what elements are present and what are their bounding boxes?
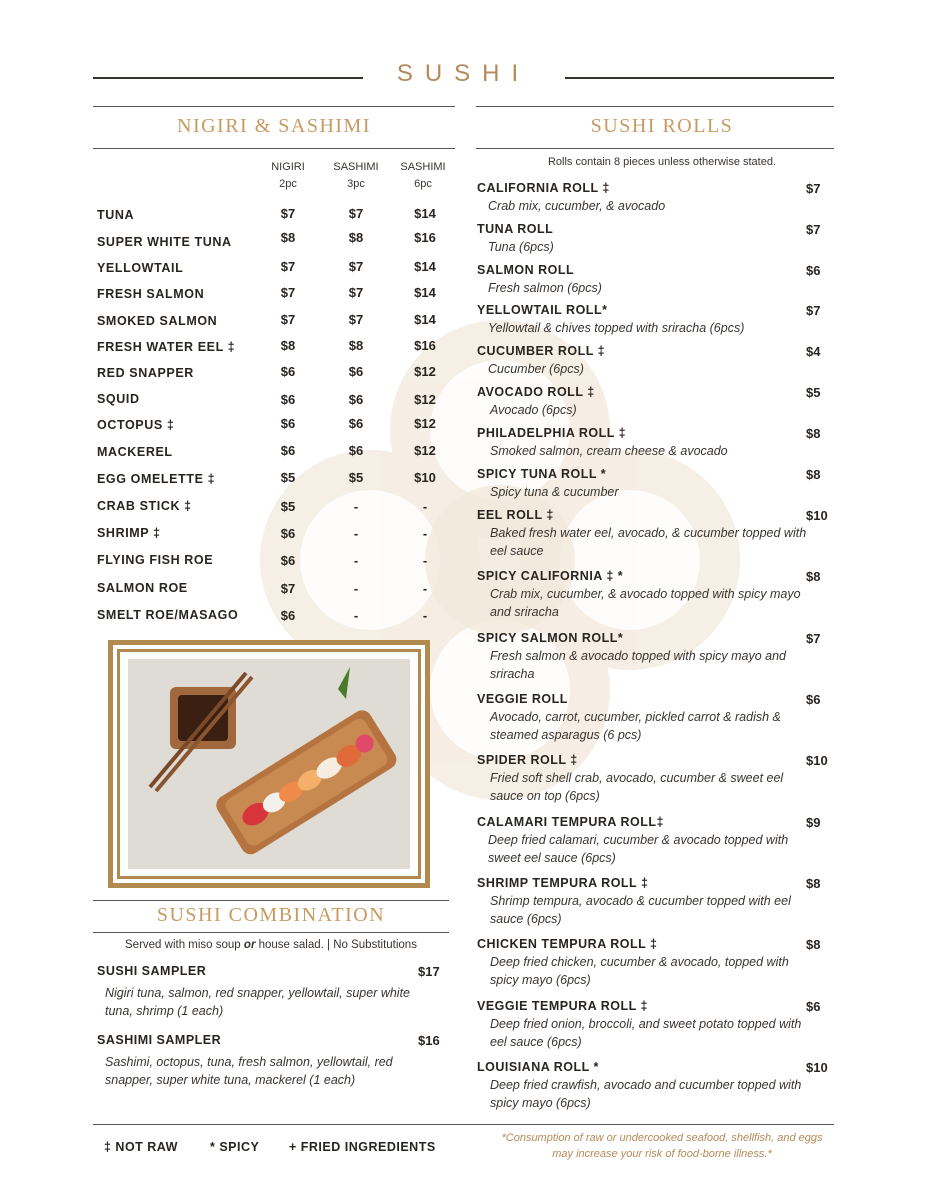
nigiri-item-price: - [353, 581, 359, 596]
nigiri-item-name: MACKEREL [97, 445, 173, 459]
nigiri-item-name: FRESH WATER EEL ‡ [97, 340, 236, 354]
nigiri-item-price: $6 [348, 392, 364, 407]
footer-rule [93, 1124, 834, 1125]
nigiri-item-price: $5 [280, 499, 296, 514]
nigiri-item-price: - [353, 499, 359, 514]
nigiri-item-price: $6 [280, 364, 296, 379]
nigiri-item-price: $6 [280, 553, 296, 568]
rolls-title: SUSHI ROLLS [590, 115, 734, 137]
food-safety-disclaimer: *Consumption of raw or undercooked seafood, shellfish, and eggs may increase your risk of food-borne illness.* [501, 1132, 823, 1160]
combo-rule-top [93, 900, 449, 901]
roll-item-desc: Shrimp tempura, avocado & cucumber topped with eel sauce (6pcs) [490, 894, 791, 926]
roll-item-name: SPICY TUNA ROLL * [477, 467, 607, 481]
nigiri-item-price: - [353, 608, 359, 623]
nigiri-item-price: $6 [348, 364, 364, 379]
col-head-sashimi-6: SASHIMI 6pc [400, 161, 446, 190]
nigiri-item-price: $16 [414, 230, 436, 245]
roll-item-desc: Cucumber (6pcs) [488, 362, 584, 376]
roll-item-desc: Fresh salmon & avocado topped with spicy mayo and sriracha [490, 649, 786, 681]
nigiri-item-price: $12 [414, 364, 436, 379]
nigiri-item-price: $6 [280, 416, 296, 431]
roll-item-name: CALIFORNIA ROLL ‡ [477, 181, 610, 195]
combo-item-desc: Sashimi, octopus, tuna, fresh salmon, yellowtail, red snapper, super white tuna, mackerel (1 each) [105, 1055, 393, 1087]
roll-item-desc: Yellowtail & chives topped with sriracha (6pcs) [488, 321, 745, 335]
roll-item-desc: Spicy tuna & cucumber [490, 485, 619, 499]
nigiri-item-price: $6 [280, 392, 296, 407]
nigiri-item-name: FRESH SALMON [97, 287, 205, 301]
nigiri-item-price: $7 [280, 312, 296, 327]
nigiri-item-price: $10 [414, 470, 436, 485]
combo-item-desc: Nigiri tuna, salmon, red snapper, yellowtail, super white tuna, shrimp (1 each) [105, 986, 411, 1018]
nigiri-item-price: $6 [280, 526, 296, 541]
roll-item-name: SHRIMP TEMPURA ROLL ‡ [477, 876, 649, 890]
nigiri-item-name: RED SNAPPER [97, 366, 194, 380]
roll-item-price: $6 [806, 692, 821, 707]
nigiri-item-name: SALMON ROE [97, 581, 188, 595]
rolls-note: Rolls contain 8 pieces unless otherwise stated. [547, 156, 777, 168]
combo-item-name: SUSHI SAMPLER [97, 964, 207, 978]
roll-item-name: CUCUMBER ROLL ‡ [477, 344, 606, 358]
nigiri-item-price: $12 [414, 443, 436, 458]
nigiri-item-price: $12 [414, 392, 436, 407]
nigiri-item-price: $7 [280, 206, 296, 221]
nigiri-item-price: $14 [414, 259, 436, 274]
roll-item-desc: Deep fried onion, broccoli, and sweet potato topped with eel sauce (6pcs) [490, 1017, 802, 1049]
sushi-platter-photo [128, 659, 410, 869]
legend-not-raw: ‡ NOT RAW [104, 1140, 178, 1154]
nigiri-item-name: YELLOWTAIL [97, 261, 184, 275]
nigiri-item-price: $7 [280, 259, 296, 274]
rolls-rule-bottom [476, 148, 834, 149]
combo-item-price: $17 [418, 964, 440, 979]
roll-item-price: $7 [806, 181, 821, 196]
roll-item-price: $10 [806, 508, 828, 523]
roll-item-desc: Tuna (6pcs) [488, 240, 554, 254]
nigiri-item-name: OCTOPUS ‡ [97, 418, 175, 432]
roll-item-price: $8 [806, 467, 821, 482]
roll-item-price: $8 [806, 876, 821, 891]
nigiri-item-price: - [422, 608, 428, 623]
legend-spicy: * SPICY [210, 1140, 260, 1154]
nigiri-item-price: $6 [348, 443, 364, 458]
roll-item-desc: Fresh salmon (6pcs) [488, 281, 602, 295]
roll-item-price: $5 [806, 385, 821, 400]
roll-item-name: SPICY CALIFORNIA ‡ * [477, 569, 624, 583]
nigiri-item-name: SMOKED SALMON [97, 314, 218, 328]
roll-item-desc: Fried soft shell crab, avocado, cucumber & sweet eel sauce on top (6pcs) [490, 771, 784, 803]
roll-item-name: CALAMARI TEMPURA ROLL‡ [477, 815, 664, 829]
nigiri-item-price: $7 [348, 285, 364, 300]
combo-rule-bottom [93, 932, 449, 933]
nigiri-item-name: CRAB STICK ‡ [97, 499, 192, 513]
nigiri-title: NIGIRI & SASHIMI [177, 115, 371, 137]
nigiri-item-price: - [422, 553, 428, 568]
roll-item-desc: Avocado (6pcs) [490, 403, 577, 417]
nigiri-item-price: $8 [348, 230, 364, 245]
roll-item-desc: Deep fried chicken, cucumber & avocado, topped with spicy mayo (6pcs) [490, 955, 789, 987]
nigiri-item-price: $7 [348, 206, 364, 221]
roll-item-name: PHILADELPHIA ROLL ‡ [477, 426, 627, 440]
roll-item-desc: Baked fresh water eel, avocado, & cucumber topped with eel sauce [490, 526, 807, 558]
roll-item-name: CHICKEN TEMPURA ROLL ‡ [477, 937, 658, 951]
nigiri-item-price: $12 [414, 416, 436, 431]
nigiri-item-price: $7 [280, 285, 296, 300]
roll-item-name: SPIDER ROLL ‡ [477, 753, 578, 767]
nigiri-item-price: $7 [348, 259, 364, 274]
roll-item-price: $7 [806, 631, 821, 646]
roll-item-name: AVOCADO ROLL ‡ [477, 385, 595, 399]
roll-item-name: LOUISIANA ROLL * [477, 1060, 599, 1074]
roll-item-price: $10 [806, 1060, 828, 1075]
nigiri-item-price: - [422, 499, 428, 514]
roll-item-desc: Crab mix, cucumber, & avocado topped with spicy mayo and sriracha [490, 587, 801, 619]
roll-item-price: $8 [806, 937, 821, 952]
roll-item-price: $8 [806, 569, 821, 584]
roll-item-name: EEL ROLL ‡ [477, 508, 554, 522]
nigiri-item-price: $8 [348, 338, 364, 353]
nigiri-item-price: $6 [348, 416, 364, 431]
roll-item-desc: Avocado, carrot, cucumber, pickled carrot & radish & steamed asparagus (6 pcs) [490, 710, 781, 742]
nigiri-item-price: $6 [280, 443, 296, 458]
nigiri-item-price: $7 [280, 581, 296, 596]
roll-item-desc: Deep fried calamari, cucumber & avocado topped with sweet eel sauce (6pcs) [488, 833, 789, 865]
roll-item-name: VEGGIE ROLL [477, 692, 568, 706]
nigiri-item-price: - [422, 581, 428, 596]
nigiri-item-name: TUNA [97, 208, 135, 222]
nigiri-item-name: SUPER WHITE TUNA [97, 235, 232, 249]
nigiri-item-price: $14 [414, 312, 436, 327]
nigiri-item-price: $14 [414, 285, 436, 300]
nigiri-item-price: $16 [414, 338, 436, 353]
combo-title: SUSHI COMBINATION [156, 904, 386, 926]
rolls-rule-top [476, 106, 834, 107]
col-head-nigiri: NIGIRI 2pc [271, 161, 305, 190]
nigiri-item-price: - [422, 526, 428, 541]
page-title: SUSHI [396, 60, 531, 87]
col-head-sashimi-3: SASHIMI 3pc [333, 161, 379, 190]
roll-item-name: TUNA ROLL [477, 222, 554, 236]
roll-item-price: $7 [806, 303, 821, 318]
nigiri-rule-bottom [93, 148, 455, 149]
roll-item-name: YELLOWTAIL ROLL* [477, 303, 608, 317]
nigiri-rule-top [93, 106, 455, 107]
nigiri-item-price: $8 [280, 338, 296, 353]
nigiri-item-name: SHRIMP ‡ [97, 526, 161, 540]
roll-item-price: $6 [806, 999, 821, 1014]
combo-item-name: SASHIMI SAMPLER [97, 1033, 222, 1047]
nigiri-item-price: $8 [280, 230, 296, 245]
roll-item-price: $7 [806, 222, 821, 237]
nigiri-item-name: EGG OMELETTE ‡ [97, 472, 216, 486]
nigiri-item-price: $7 [348, 312, 364, 327]
nigiri-item-price: $5 [280, 470, 296, 485]
roll-item-price: $4 [806, 344, 821, 359]
nigiri-item-name: SQUID [97, 392, 140, 406]
nigiri-item-price: - [353, 553, 359, 568]
nigiri-item-price: $5 [348, 470, 364, 485]
nigiri-item-name: FLYING FISH ROE [97, 553, 214, 567]
roll-item-price: $9 [806, 815, 821, 830]
nigiri-item-price: $6 [280, 608, 296, 623]
nigiri-item-name: SMELT ROE/MASAGO [97, 608, 239, 622]
photo-frame [108, 640, 430, 888]
roll-item-name: SALMON ROLL [477, 263, 575, 277]
roll-item-desc: Crab mix, cucumber, & avocado [488, 199, 666, 213]
roll-item-price: $6 [806, 263, 821, 278]
roll-item-name: SPICY SALMON ROLL* [477, 631, 624, 645]
combo-item-price: $16 [418, 1033, 440, 1048]
roll-item-price: $10 [806, 753, 828, 768]
nigiri-item-price: $14 [414, 206, 436, 221]
roll-item-price: $8 [806, 426, 821, 441]
roll-item-desc: Smoked salmon, cream cheese & avocado [490, 444, 728, 458]
legend-fried: + FRIED INGREDIENTS [289, 1140, 436, 1154]
combo-note: Served with miso soup or house salad. | No Substitutions [125, 939, 417, 951]
nigiri-item-price: - [353, 526, 359, 541]
roll-item-desc: Deep fried crawfish, avocado and cucumber topped with spicy mayo (6pcs) [490, 1078, 802, 1110]
roll-item-name: VEGGIE TEMPURA ROLL ‡ [477, 999, 648, 1013]
